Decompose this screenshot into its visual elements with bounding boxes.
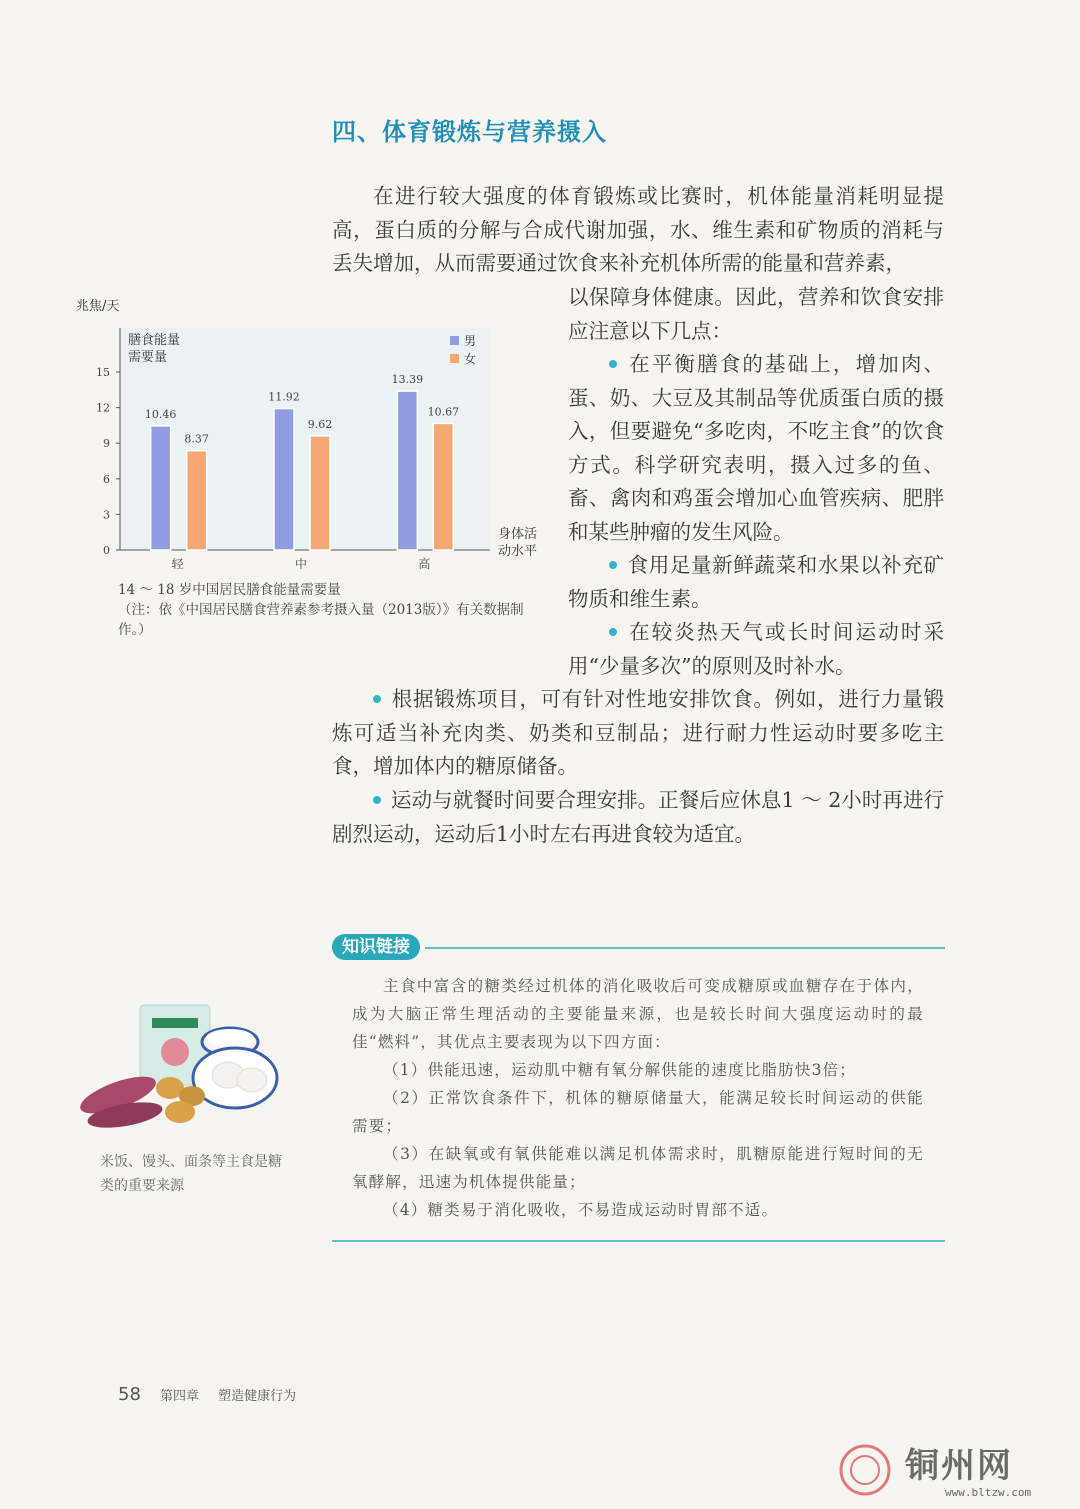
chart-caption-title: 14 ～ 18 岁中国居民膳食能量需要量 (118, 582, 341, 598)
point-4 (332, 683, 944, 784)
knowledge-item-3: （3）在缺氧或有氧供能难以满足机体需求时，肌糖原能进行短时间的无氧酵解，迅速为机体提供能量； (352, 1145, 924, 1191)
chart-bar-male (274, 409, 294, 550)
chart-legend-label: 男 (464, 334, 477, 348)
point-2-text: 食用足量新鲜蔬菜和水果以补充矿物质和维生素。 (568, 553, 944, 611)
chart-category-label: 中 (294, 557, 308, 571)
chart-legend-swatch (450, 336, 459, 345)
chart-category-label: 轻 (171, 557, 184, 571)
point-4-text: 根据锻炼项目，可有针对性地安排饮食。例如，进行力量锻炼可适当补充肉类、奶类和豆制品；进行耐力性运动时要多吃主食，增加体内的糖原储备。 (332, 687, 944, 778)
knowledge-link-badge: 知识链接 (332, 934, 420, 960)
watermark-url: www.bltzw.com (945, 1486, 1032, 1499)
watermark-name: 铜州网 (905, 1446, 1013, 1486)
chart-value-label: 11.92 (268, 390, 300, 404)
chapter-label: 第四章 (160, 1389, 200, 1404)
point-5-text: 运动与就餐时间要合理安排。正餐后应休息1 ～ 2小时再进行剧烈运动，运动后1小时左右再进食较为适宜。 (332, 788, 944, 846)
staple-food-photo (80, 1000, 290, 1140)
intro-paragraph: 在进行较大强度的体育锻炼或比赛时，机体能量消耗明显提高，蛋白质的分解与合成代谢加强，水、维生素和矿物质的消耗与丢失增加，从而需要通过饮食来补充机体所需的能量和营养素， (332, 184, 944, 275)
chart-y-tick-label: 6 (103, 472, 110, 486)
chapter-title: 塑造健康行为 (218, 1389, 297, 1404)
point-1 (568, 348, 944, 549)
chart-bar-female (310, 436, 330, 550)
chart-bar-female (187, 451, 207, 550)
chart-value-label: 13.39 (391, 373, 424, 387)
point-2 (568, 549, 944, 616)
photo-caption: 米饭、馒头、面条等主食是糖类的重要来源 (100, 1154, 282, 1194)
point-3 (568, 616, 944, 683)
chart-bar-male (397, 391, 417, 550)
chart-value-label: 10.46 (144, 407, 177, 421)
chart-y-tick-label: 9 (103, 437, 110, 451)
page-footer (118, 1384, 296, 1405)
knowledge-link-text (352, 972, 924, 1224)
chart-x-label-line-2: 动水平 (498, 544, 538, 559)
chart-y-tick-label: 0 (103, 544, 110, 557)
page-number: 58 (118, 1384, 141, 1405)
section-title: 四、体育锻炼与营养摄入 (332, 118, 607, 146)
knowledge-item-2: （2）正常饮食条件下，机体的糖原储量大，能满足较长时间运动的供能需要； (352, 1089, 924, 1135)
chart-value-label: 10.67 (427, 405, 460, 419)
chart-value-label: 8.37 (184, 432, 209, 446)
chart-category-label: 高 (418, 557, 431, 571)
chart-x-label-line-1: 身体活 (498, 527, 538, 542)
chart-legend-label: 女 (464, 352, 477, 366)
knowledge-lead: 主食中富含的糖类经过机体的消化吸收后可变成糖原或血糖存在于体内，成为大脑正常生理活动的主要能量来源，也是较长时间大强度运动时的最佳“燃料”，其优点主要表现为以下四方面： (352, 977, 924, 1051)
point-3-text: 在较炎热天气或长时间运动时采用“少量多次”的原则及时补水。 (568, 620, 944, 678)
knowledge-link-top-rule (425, 947, 945, 949)
knowledge-link-bottom-rule (332, 1240, 945, 1242)
energy-requirement-bar-chart (70, 290, 550, 580)
knowledge-item-1: （1）供能迅速，运动肌中糖有氧分解供能的速度比脂肪快3倍； (383, 1061, 857, 1079)
chart-y-unit-label: 兆焦/天 (76, 299, 120, 314)
chart-bar-male (151, 426, 171, 550)
chart-y-tick-label: 15 (96, 366, 110, 379)
chart-title-line-2: 需要量 (128, 350, 168, 365)
chart-caption-note: （注：依《中国居民膳食营养素参考摄入量（2013版）》有关数据制作。） (118, 602, 524, 638)
watermark-seal-icon (830, 1440, 900, 1500)
chart-y-tick-label: 12 (96, 401, 110, 415)
chart-y-tick-label: 3 (103, 508, 110, 522)
chart-caption (118, 580, 548, 640)
intro-paragraph-continued: 以保障身体健康。因此，营养和饮食安排应注意以下几点： (568, 285, 944, 343)
chart-value-label: 9.62 (307, 417, 333, 431)
chart-title-line-1: 膳食能量 (128, 333, 181, 348)
point-1-text: 在平衡膳食的基础上，增加肉、蛋、奶、大豆及其制品等优质蛋白质的摄入，但要避免“多吃肉，不吃主食”的饮食方式。科学研究表明，摄入过多的鱼、畜、禽肉和鸡蛋会增加心血管疾病、肥胖和某些肿瘤的发生风险。 (568, 352, 944, 544)
knowledge-item-4: （4）糖类易于消化吸收，不易造成运动时胃部不适。 (383, 1201, 779, 1219)
chart-legend-swatch (450, 354, 459, 363)
point-5 (332, 784, 944, 851)
chart-bar-female (433, 423, 453, 550)
